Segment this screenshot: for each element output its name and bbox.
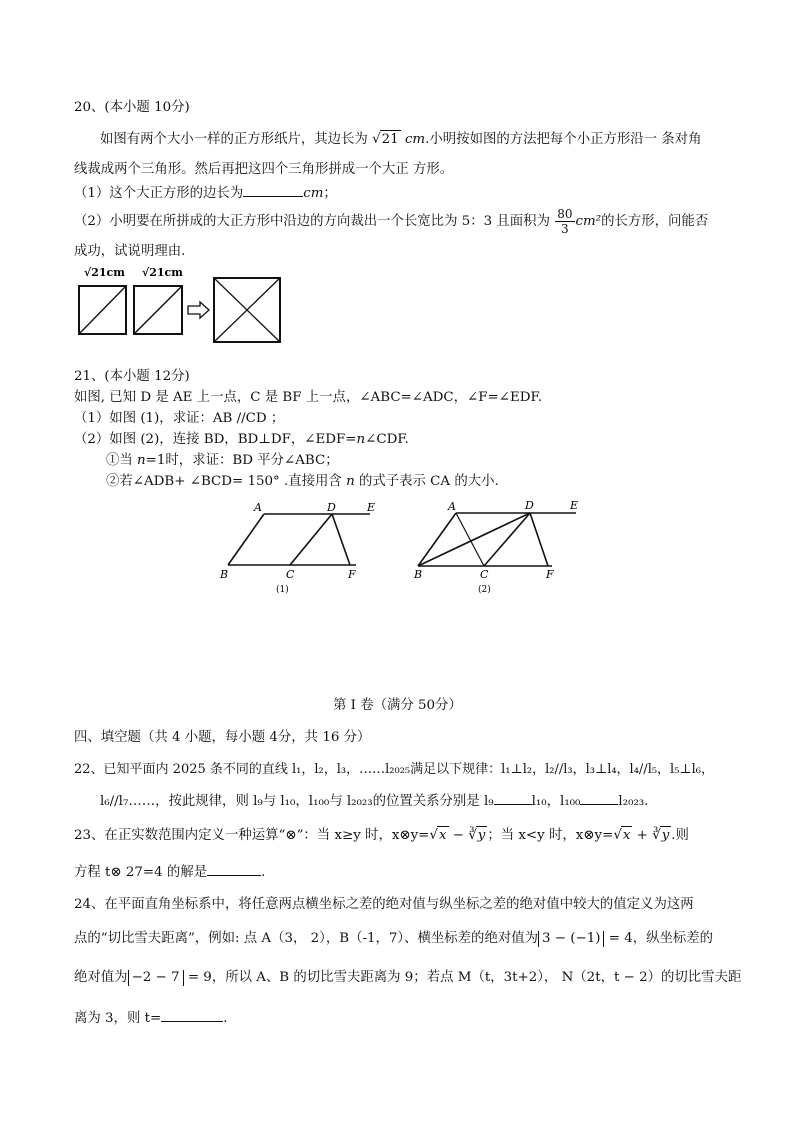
- q20-fig-label-1: √21cm: [84, 266, 125, 279]
- q21-line3-text-a: （2）如图 (2)，连接 BD，BD⊥DF，∠EDF=: [74, 432, 357, 447]
- q24-line2-text-b: = 4，纵坐标差的: [604, 931, 714, 946]
- q20-part1-end: ；: [323, 186, 337, 201]
- q20-intro-text-a: 如图有两个大小一样的正方形纸片，其边长为: [100, 132, 368, 147]
- q20-intro-line2: 线裁成两个三角形。然后再把这四个三角形拼成一个大正 方形。: [74, 162, 454, 177]
- q22-line2-text-a: l₆//l₇……，按此规律，则 l₉与 l₁₀，l₁₀₀与 l₂₀₂₃的位置关系分别是 l₉: [100, 794, 494, 809]
- fig1-caption: (1): [276, 585, 289, 595]
- q23-text-a: 23、在正实数范围内定义一种运算“⊗”：当 x≥y 时，x⊗y=: [74, 828, 430, 843]
- fig2-line-AB: [418, 513, 456, 566]
- q23-line2-text: 方程 t⊗ 27=4 的解是: [74, 865, 208, 880]
- q20-part2-text-b: 的长方形，问能否: [601, 214, 709, 229]
- fig1-line-AB: [228, 514, 264, 565]
- q20-intro-line1: [100, 130, 701, 149]
- q24-line2-text-a: 点的“切比雪夫距离”，例如: 点 A（3， 2），B（-1，7）、横坐标差的绝对值为: [74, 931, 539, 946]
- q20-part1: [74, 183, 337, 203]
- q24-abs-1: 3 − (−1): [538, 931, 604, 947]
- q21-figure-2: [410, 496, 590, 596]
- fig2-line-DF: [530, 513, 548, 566]
- q20-part2-unit: cm²: [575, 214, 602, 229]
- q23-answer-blank[interactable]: [207, 862, 261, 876]
- q22-line2-text-c: l₂₀₂₃.: [618, 794, 649, 809]
- q24-line3-text-a: 绝对值为: [74, 970, 128, 985]
- q21-line4-text-a: ①当: [106, 453, 138, 468]
- q23-line2-end: .: [261, 865, 266, 880]
- fig1-line-DC: [290, 514, 332, 565]
- q21-line5-text-a: ②若∠ADB+ ∠BCD= 150° .直接用含: [106, 474, 347, 489]
- q20-part1-text: （1）这个大正方形的边长为: [74, 186, 244, 201]
- fig2-label-A: A: [448, 500, 456, 513]
- fig2-caption: (2): [478, 585, 491, 595]
- fig1-label-D: D: [327, 501, 336, 514]
- fig2-label-E: E: [570, 499, 579, 512]
- q22-line2-text-b: l₁₀，l₁₀₀: [531, 794, 581, 809]
- q21-line4: [106, 452, 339, 470]
- q23-cuberoot-1: − ∛: [448, 828, 477, 843]
- q24-line2: [74, 930, 713, 948]
- q20-frac-num: 80: [557, 207, 573, 221]
- q24-line4-text: 离为 3，则 t=: [74, 1011, 162, 1026]
- fig2-label-C: C: [480, 568, 489, 581]
- q20-intro-text-b: .小明按如图的方法把每个小正方形沿一 条对角: [425, 132, 702, 147]
- q20-part1-unit: cm: [303, 186, 324, 201]
- section-title: 第 I 卷（满分 50分）: [333, 698, 462, 713]
- fig1-label-E: E: [367, 501, 376, 514]
- q22-blank-2[interactable]: [580, 791, 618, 805]
- q24-line1: 24、在平面直角坐标系中，将任意两点横坐标之差的绝对值与纵坐标之差的绝对值中较大的值定义为这两: [74, 897, 694, 912]
- q23-line2: [74, 862, 265, 882]
- q24-line4-end: .: [223, 1011, 228, 1026]
- q20-radical: √21: [372, 132, 399, 147]
- q20-part1-blank[interactable]: [243, 183, 303, 197]
- q20-frac-den: 3: [561, 222, 569, 236]
- q21-line4-n: n: [137, 453, 146, 468]
- q21-line5: [106, 473, 499, 491]
- q22-blank-1[interactable]: [494, 791, 532, 805]
- part4-header: 四、填空题（共 4 小题，每小题 4分，共 16 分）: [74, 730, 371, 745]
- q24-abs-2: −2 − 7: [128, 970, 184, 986]
- fig1-line-DF: [332, 514, 350, 565]
- q21-line3: [74, 431, 409, 449]
- q23-line1: 23、在正实数范围内定义一种运算“⊗”：当 x≥y 时，x⊗y=√x − ∛y ；当 x<y 时，x⊗y=√x + ∛y .则: [74, 828, 689, 843]
- q23-text-c: .则: [671, 828, 689, 843]
- fig2-line-AC: [456, 513, 484, 566]
- q20-small-square-1-diagonal: [79, 286, 126, 334]
- q20-part2: [74, 207, 708, 236]
- q24-line3-text-b: = 9，所以 A、B 的切比雪夫距离为 9；若点 M（t，3t+2）， N（2t，t − 2）的切比雪夫距: [183, 970, 742, 985]
- fig1-label-C: C: [286, 568, 295, 581]
- q23-radicand-4: y: [661, 828, 670, 843]
- q22-line2: [100, 791, 648, 811]
- fig2-line-DC: [484, 513, 530, 566]
- fig1-label-B: B: [220, 568, 229, 581]
- q20-figure: [70, 262, 310, 346]
- fig1-label-A: A: [254, 501, 262, 514]
- q20-small-square-2-diagonal: [134, 286, 182, 334]
- q21-line3-text-b: ∠CDF.: [365, 432, 409, 447]
- q20-fraction: [555, 207, 574, 236]
- fig2-label-B: B: [414, 568, 423, 581]
- q20-radicand: 21: [381, 132, 399, 147]
- q23-radicand-3: x: [622, 828, 631, 843]
- q23-radicand-1: x: [438, 828, 447, 843]
- fig2-label-F: F: [546, 568, 554, 581]
- fig2-label-D: D: [525, 499, 534, 512]
- q22-line1: 22、已知平面内 2025 条不同的直线 l₁，l₂，l₃，……l₂₀₂₅满足以下规律：l₁⊥l₂，l₂//l₃，l₃⊥l₄，l₄//l₅，l₅⊥l₆，: [74, 762, 715, 777]
- q20-intro-unit: cm: [404, 132, 426, 147]
- q21-line3-n: n: [356, 432, 366, 447]
- q24-answer-blank[interactable]: [161, 1008, 223, 1022]
- q21-line5-text-b: 的式子表示 CA 的大小.: [354, 474, 499, 489]
- q24-line4: [74, 1008, 227, 1028]
- q23-text-b: ；当 x<y 时，x⊗y=: [487, 828, 614, 843]
- q20-fig-label-2: √21cm: [142, 266, 183, 279]
- fig2-line-BD: [418, 513, 530, 566]
- q21-line2: （1）如图 (1)，求证：AB //CD ；: [74, 411, 285, 426]
- arrow-icon: [188, 302, 209, 318]
- q23-radicand-2: y: [477, 828, 486, 843]
- q20-part2-text-a: （2）小明要在所拼成的大正方形中沿边的方向裁出一个长宽比为 5：3 且面积为: [74, 214, 550, 229]
- q21-figure-1: [212, 496, 388, 596]
- q21-line1: 如图, 已知 D 是 AE 上一点，C 是 BF 上一点，∠ABC=∠ADC，∠F=∠EDF.: [74, 390, 542, 405]
- fig1-label-F: F: [348, 568, 356, 581]
- q23-cuberoot-2: + ∛: [632, 828, 661, 843]
- q21-line4-text-b: =1时，求证：BD 平分∠ABC；: [145, 453, 339, 468]
- q21-line5-n: n: [346, 474, 355, 489]
- q21-header: 21、(本小题 12分): [74, 369, 190, 384]
- q20-part2-line2: 成功，试说明理由.: [74, 244, 186, 259]
- q24-line3: [74, 969, 741, 987]
- q20-header: 20、(本小题 10分): [74, 100, 190, 115]
